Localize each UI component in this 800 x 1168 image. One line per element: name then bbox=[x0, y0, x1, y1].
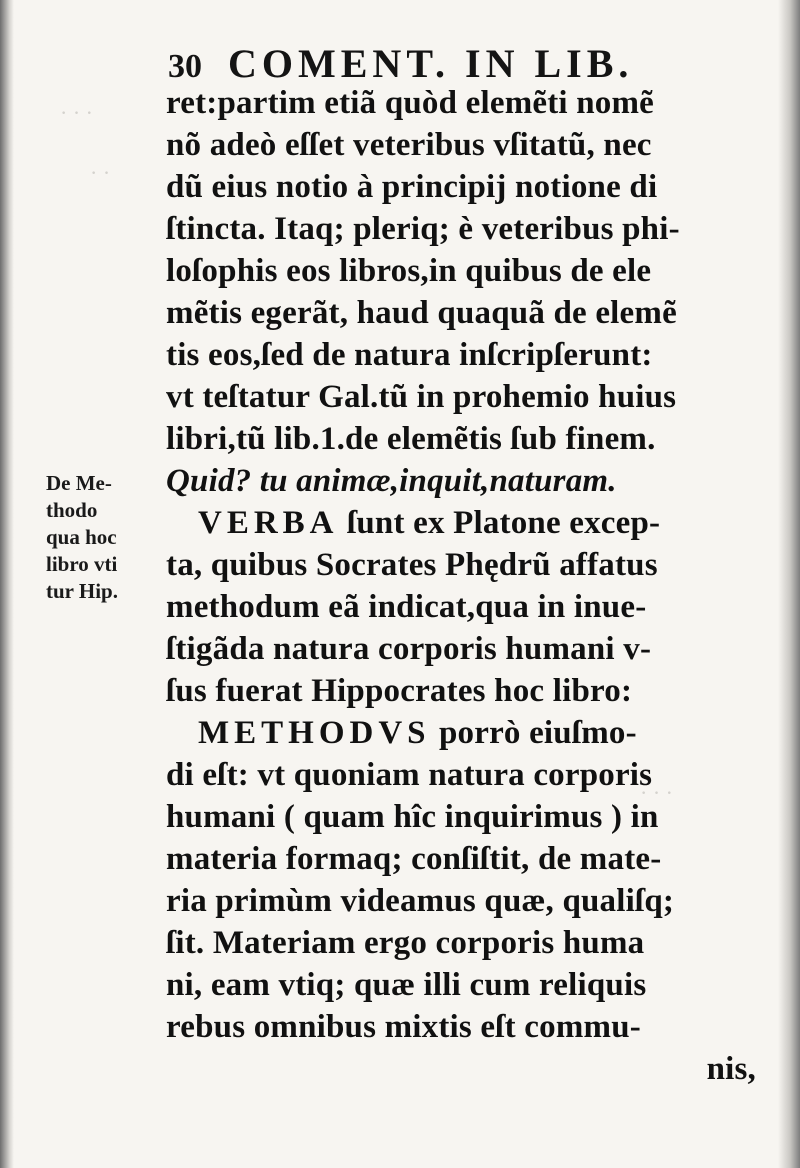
main-text bbox=[166, 82, 776, 1090]
text-line: humani ( quam hîc inquirimus ) in bbox=[166, 799, 659, 835]
text-line: libri,tũ lib.1.de elemẽtis ſub finem. bbox=[166, 421, 656, 457]
marginal-note-line: De Me- bbox=[46, 471, 112, 495]
text-line: ni, eam vtiq; quæ illi cum reliquis bbox=[166, 967, 647, 1003]
running-head: COMENT. IN LIB. bbox=[228, 41, 634, 86]
text-line: ria primùm videamus quæ, qualiſq; bbox=[166, 883, 675, 919]
text-fragment: porrò eiuſmo- bbox=[430, 715, 637, 751]
text-line: ret:partim etiã quòd elemẽti nomẽ bbox=[166, 85, 655, 121]
text-line: ſit. Materiam ergo corporis huma bbox=[166, 925, 645, 961]
gutter-shadow bbox=[0, 0, 14, 1168]
marginal-note bbox=[46, 470, 156, 605]
paragraph-first-line bbox=[166, 502, 776, 544]
page-edge bbox=[778, 0, 800, 1168]
text-line: materia formaq; conſiſtit, de mate- bbox=[166, 841, 662, 877]
paragraph-lead-word: METHODVS bbox=[198, 715, 431, 751]
show-through-mark: · · bbox=[90, 160, 111, 185]
quotation-line: Quid? tu animæ,inquit,naturam. bbox=[166, 463, 617, 499]
text-line: ſus fuerat Hippocrates hoc libro: bbox=[166, 673, 633, 709]
page-number: 30 bbox=[168, 48, 202, 85]
text-line: ta, quibus Socrates Phędrũ affatus bbox=[166, 547, 658, 583]
text-line: methodum eã indicat,qua in inue- bbox=[166, 589, 647, 625]
text-line: ſtincta. Itaq; pleriq; è veteribus phi- bbox=[166, 211, 680, 247]
text-fragment: ſunt ex Platone excep- bbox=[338, 505, 661, 541]
marginal-note-line: tur Hip. bbox=[46, 579, 118, 603]
text-line: nõ adeò eſſet veteribus vſitatũ, nec bbox=[166, 127, 652, 163]
catchword: nis, bbox=[706, 1051, 756, 1087]
show-through-mark: · · · bbox=[640, 780, 673, 805]
marginal-note-line: qua hoc bbox=[46, 525, 117, 549]
text-line: loſophis eos libros,in quibus de ele bbox=[166, 253, 652, 289]
text-line: vt teſtatur Gal.tũ in prohemio huius bbox=[166, 379, 677, 415]
text-line: tis eos,ſed de natura inſcripſerunt: bbox=[166, 337, 653, 373]
marginal-note-line: thodo bbox=[46, 498, 98, 522]
marginal-note-line: libro vti bbox=[46, 552, 118, 576]
show-through-mark: · · · bbox=[60, 100, 93, 125]
text-line: ſtigãda natura corporis humani v- bbox=[166, 631, 652, 667]
text-line: di eſt: vt quoniam natura corporis bbox=[166, 757, 653, 793]
text-line: rebus omnibus mixtis eſt commu- bbox=[166, 1009, 641, 1045]
text-line: mẽtis egerãt, haud quaquã de elemẽ bbox=[166, 295, 677, 331]
paragraph-first-line bbox=[166, 712, 776, 754]
paragraph-lead-word: VERBA bbox=[198, 505, 339, 541]
text-line: dũ eius notio à principij notione di bbox=[166, 169, 658, 205]
